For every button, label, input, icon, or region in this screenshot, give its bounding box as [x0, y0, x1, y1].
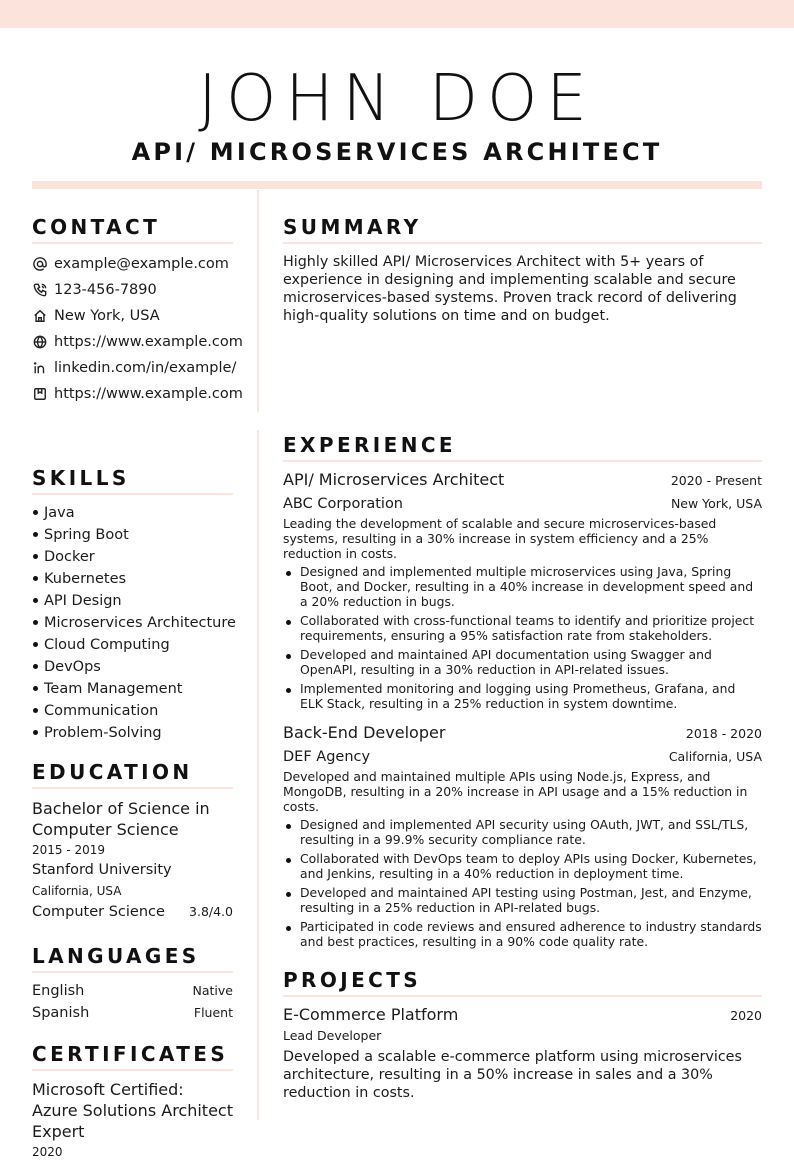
contact-phone-text: 123-456-7890 [54, 282, 157, 298]
skill-item: Docker [32, 546, 233, 568]
language-level: Native [192, 983, 233, 998]
certificate-name: Microsoft Certified: Azure Solutions Architect Expert [32, 1080, 233, 1141]
job-title: API/ Microservices Architect [283, 470, 505, 489]
contact-website[interactable] [32, 329, 243, 355]
certificates-section [32, 1041, 233, 1162]
contact-section [32, 214, 243, 407]
contact-email-text: example@example.com [54, 256, 229, 272]
education-gpa: 3.8/4.0 [189, 904, 233, 919]
contact-phone[interactable] [32, 277, 233, 303]
candidate-role: API/ MICROSERVICES ARCHITECT [131, 138, 663, 166]
job-bullet: Developed and maintained API testing using Postman, Jest, and Enzyme, resulting in a 25% reduction in API-related bugs. [283, 885, 762, 915]
skill-item: Team Management [32, 678, 233, 700]
education-field: Computer Science [32, 904, 165, 920]
header-divider [32, 181, 762, 189]
portfolio-icon [32, 386, 48, 402]
experience-section [283, 432, 762, 949]
project-name: E-Commerce Platform [283, 1005, 459, 1024]
globe-icon [32, 334, 48, 350]
language-name: Spanish [32, 1005, 90, 1021]
linkedin-icon [32, 360, 48, 376]
contact-location [32, 303, 233, 329]
skills-heading: SKILLS [32, 465, 233, 495]
job-bullet: Designed and implemented multiple microservices using Java, Spring Boot, and Docker, resulting in a 40% increase in development speed and a 20% reduction in bugs. [283, 564, 762, 609]
home-icon [32, 308, 48, 324]
skill-item: Communication [32, 700, 233, 722]
contact-linkedin-text: linkedin.com/in/example/ [54, 360, 237, 376]
at-sign-icon [32, 256, 48, 272]
job-bullet: Developed and maintained API documentation using Swagger and OpenAPI, resulting in a 30% reduction in API-related issues. [283, 647, 762, 677]
job-company: ABC Corporation [283, 496, 404, 512]
certificate-year: 2020 [32, 1145, 63, 1159]
languages-heading: LANGUAGES [32, 943, 233, 973]
skill-item: API Design [32, 590, 233, 612]
contact-email[interactable] [32, 251, 233, 277]
job-bullet: Designed and implemented API security using OAuth, JWT, and SSL/TLS, resulting in a 99.9% security compliance rate. [283, 817, 762, 847]
right-column [283, 214, 762, 1102]
language-row [32, 980, 233, 1002]
contact-list [32, 251, 243, 407]
contact-portfolio-text: https://www.example.com [54, 386, 243, 402]
candidate-name: JOHN DOE [198, 62, 596, 136]
job-description: Leading the development of scalable and secure microservices-based systems, resulting in a 30% increase in system efficiency and a 25% reduction in costs. [283, 516, 717, 561]
contact-heading: CONTACT [32, 214, 233, 244]
job-location: New York, USA [670, 496, 762, 511]
job-company: DEF Agency [283, 749, 371, 765]
certificates-heading: CERTIFICATES [32, 1041, 233, 1071]
education-location: California, USA [32, 884, 122, 898]
job-location: California, USA [668, 749, 762, 764]
project-role: Lead Developer [283, 1028, 382, 1043]
summary-section [283, 214, 762, 325]
contact-portfolio[interactable] [32, 381, 243, 407]
skill-item: Java [32, 502, 233, 524]
job-title: Back-End Developer [283, 723, 446, 742]
job-entry [283, 723, 762, 949]
left-column [32, 214, 243, 1162]
skill-item: Problem-Solving [32, 722, 233, 744]
project-year: 2020 [730, 1008, 762, 1023]
education-degree: Bachelor of Science in Computer Science [32, 799, 210, 839]
education-school: Stanford University [32, 862, 172, 878]
job-description: Developed and maintained multiple APIs using Node.js, Express, and MongoDB, resulting in a 20% increase in API usage and a 15% reduction in costs. [283, 769, 748, 814]
skill-item: Cloud Computing [32, 634, 233, 656]
contact-location-text: New York, USA [54, 308, 160, 324]
column-divider-top [257, 190, 259, 412]
education-field-row [32, 901, 233, 923]
language-level: Fluent [193, 1005, 233, 1020]
education-section [32, 759, 233, 923]
job-entry [283, 470, 762, 711]
languages-section [32, 943, 233, 1024]
skills-list [32, 502, 236, 744]
job-bullet: Collaborated with DevOps team to deploy APIs using Docker, Kubernetes, and Jenkins, resulting in a 40% reduction in deployment time. [283, 851, 762, 881]
contact-linkedin[interactable] [32, 355, 237, 381]
job-bullets [283, 817, 762, 949]
skills-section [32, 465, 236, 744]
experience-heading: EXPERIENCE [283, 432, 762, 462]
projects-heading: PROJECTS [283, 967, 762, 997]
summary-text: Highly skilled API/ Microservices Architect with 5+ years of experience in designing and implementing scalable and secure microservices-based systems. Proven track record of delivering high-quality solutions on time and on budget. [283, 254, 737, 324]
job-dates: 2020 - Present [670, 473, 762, 488]
contact-website-text: https://www.example.com [54, 334, 243, 350]
project-description: Developed a scalable e-commerce platform using microservices architecture, resulting in a 50% increase in sales and a 30% reduction in costs. [283, 1049, 742, 1101]
education-dates: 2015 - 2019 [32, 843, 106, 857]
language-row [32, 1002, 233, 1024]
skill-item: DevOps [32, 656, 233, 678]
job-bullet: Collaborated with cross-functional teams to identify and prioritize project requirements, ensuring a 95% satisfaction rate from stakeholders. [283, 613, 762, 643]
job-bullet: Implemented monitoring and logging using Prometheus, Grafana, and ELK Stack, resulting in a 25% reduction in system downtime. [283, 681, 762, 711]
skill-item: Microservices Architecture [32, 612, 233, 634]
column-divider-bottom [257, 430, 259, 1120]
phone-icon [32, 282, 48, 298]
job-bullets [283, 564, 762, 711]
education-heading: EDUCATION [32, 759, 233, 789]
projects-section [283, 967, 762, 1102]
summary-heading: SUMMARY [283, 214, 762, 244]
top-accent-band [0, 0, 794, 28]
skill-item: Spring Boot [32, 524, 233, 546]
job-bullet: Participated in code reviews and ensured adherence to industry standards and best practices, resulting in a 90% code quality rate. [283, 919, 762, 949]
job-dates: 2018 - 2020 [685, 726, 762, 741]
language-name: English [32, 983, 85, 999]
skill-item: Kubernetes [32, 568, 233, 590]
